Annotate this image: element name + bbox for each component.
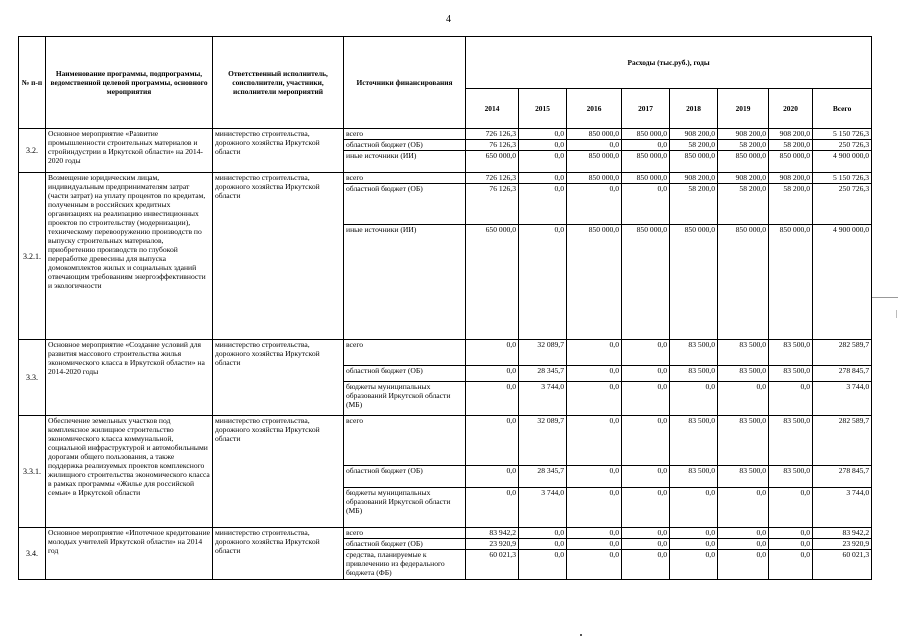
expense-value: 850 000,0 <box>622 173 670 184</box>
expense-value: 0,0 <box>519 173 567 184</box>
expense-value: 5 150 726,3 <box>813 129 872 140</box>
program-name: Возмещение юридическим лицам, индивидуальным предпринимателям затрат (части затрат) на уплату процентов по кредитам, полученным в российских кредитных организациях на реализацию инвестиционных проектов по строительству (модернизации), техническому перевооружению производств по выпуску строительных материалов, приобретению производств по глубокой переработке древесины для выпуска домокомплектов жилых и социальных зданий отвечающим требованиям энергоэффективности и экологичности <box>46 173 213 340</box>
header-num: № п-п <box>19 37 46 129</box>
header-year: 2015 <box>519 89 567 129</box>
expense-value: 58 200,0 <box>718 140 769 151</box>
table-row <box>19 340 872 366</box>
expense-value: 282 589,7 <box>813 416 872 466</box>
expense-value: 0,0 <box>567 550 622 580</box>
funding-source: бюджеты муниципальных образований Иркутской области (МБ) <box>344 382 466 416</box>
expense-value: 726 126,3 <box>466 173 519 184</box>
expense-value: 3 744,0 <box>519 488 567 528</box>
expense-value: 0,0 <box>769 382 813 416</box>
margin-mark <box>896 310 897 318</box>
expense-value: 0,0 <box>670 550 718 580</box>
margin-mark <box>872 297 898 298</box>
program-name: Основное мероприятие «Развитие промышленности строительных материалов и стройиндустрии в Иркутской области» на 2014-2020 годы <box>46 129 213 173</box>
expense-value: 0,0 <box>670 528 718 539</box>
expense-value: 83 500,0 <box>670 466 718 488</box>
expense-value: 0,0 <box>567 466 622 488</box>
expense-value: 850 000,0 <box>622 225 670 340</box>
row-number: 3.3. <box>19 340 46 416</box>
header-year: 2014 <box>466 89 519 129</box>
expense-value: 0,0 <box>718 528 769 539</box>
expense-value: 0,0 <box>769 528 813 539</box>
executor: министерство строительства, дорожного хозяйства Иркутской области <box>213 129 344 173</box>
expense-value: 3 744,0 <box>519 382 567 416</box>
expense-value: 83 500,0 <box>769 366 813 382</box>
header-year: 2016 <box>567 89 622 129</box>
header-year: Всего <box>813 89 872 129</box>
funding-source: областной бюджет (ОБ) <box>344 140 466 151</box>
expense-value: 83 500,0 <box>769 340 813 366</box>
funding-source: всего <box>344 340 466 366</box>
expense-value: 0,0 <box>466 488 519 528</box>
expense-value: 0,0 <box>622 366 670 382</box>
expense-value: 0,0 <box>670 488 718 528</box>
expense-value: 0,0 <box>567 416 622 466</box>
expense-value: 0,0 <box>519 528 567 539</box>
expense-value: 0,0 <box>567 382 622 416</box>
expense-value: 0,0 <box>622 550 670 580</box>
table-body <box>19 129 872 580</box>
expense-value: 850 000,0 <box>769 151 813 173</box>
expense-value: 58 200,0 <box>670 140 718 151</box>
expense-value: 58 200,0 <box>769 140 813 151</box>
expense-value: 60 021,3 <box>813 550 872 580</box>
expense-value: 58 200,0 <box>769 184 813 225</box>
header-expenses: Расходы (тыс.руб.), годы <box>466 37 872 89</box>
expense-value: 83 500,0 <box>718 366 769 382</box>
expense-value: 83 500,0 <box>769 416 813 466</box>
expense-value: 0,0 <box>466 416 519 466</box>
executor: министерство строительства, дорожного хозяйства Иркутской области <box>213 528 344 580</box>
expense-value: 850 000,0 <box>567 173 622 184</box>
funding-source: средства, планируемые к привлечению из федерального бюджета (ФБ) <box>344 550 466 580</box>
table-row <box>19 129 872 140</box>
expense-value: 83 500,0 <box>718 416 769 466</box>
executor: министерство строительства, дорожного хозяйства Иркутской области <box>213 340 344 416</box>
funding-source: областной бюджет (ОБ) <box>344 184 466 225</box>
expense-value: 83 500,0 <box>670 340 718 366</box>
expense-value: 83 942,2 <box>813 528 872 539</box>
expense-value: 5 150 726,3 <box>813 173 872 184</box>
expense-value: 0,0 <box>466 382 519 416</box>
expense-value: 908 200,0 <box>769 129 813 140</box>
expense-value: 0,0 <box>670 382 718 416</box>
expense-value: 4 900 000,0 <box>813 151 872 173</box>
expense-value: 0,0 <box>622 140 670 151</box>
page-number: 4 <box>446 14 451 25</box>
expense-value: 850 000,0 <box>670 225 718 340</box>
expense-value: 76 126,3 <box>466 140 519 151</box>
expense-value: 83 500,0 <box>718 466 769 488</box>
expense-value: 0,0 <box>622 528 670 539</box>
scan-dot <box>580 634 582 636</box>
expense-value: 0,0 <box>769 539 813 550</box>
expense-value: 23 920,9 <box>466 539 519 550</box>
header-year: 2017 <box>622 89 670 129</box>
header-year: 2020 <box>769 89 813 129</box>
header-exec: Ответственный исполнитель, соисполнители, участники, исполнители мероприятий <box>213 37 344 129</box>
expense-value: 0,0 <box>519 140 567 151</box>
expense-value: 0,0 <box>622 184 670 225</box>
expense-value: 250 726,3 <box>813 140 872 151</box>
expense-value: 650 000,0 <box>466 225 519 340</box>
expense-value: 850 000,0 <box>567 151 622 173</box>
expense-value: 83 500,0 <box>769 466 813 488</box>
program-name: Основное мероприятие «Создание условий для развития массового строительства жилья экономического класса в Иркутской области» на 2014-2020 годы <box>46 340 213 416</box>
expense-value: 0,0 <box>769 488 813 528</box>
expense-value: 83 500,0 <box>718 340 769 366</box>
expense-value: 0,0 <box>718 488 769 528</box>
expenses-table <box>18 36 872 580</box>
executor: министерство строительства, дорожного хозяйства Иркутской области <box>213 173 344 340</box>
program-name: Обеспечение земельных участков под комплексное жилищное строительство экономического класса коммунальной, социальной инфраструктурой и автомобильными дорогами общего пользования, а также поддержка реализуемых проектов комплексного жилищного строительства экономического класса в рамках программы «Жилье для российской семьи» в Иркутской области <box>46 416 213 528</box>
expense-value: 28 345,7 <box>519 466 567 488</box>
expense-value: 0,0 <box>670 539 718 550</box>
expense-value: 0,0 <box>622 416 670 466</box>
expense-value: 0,0 <box>519 151 567 173</box>
expense-value: 850 000,0 <box>622 151 670 173</box>
expense-value: 908 200,0 <box>670 129 718 140</box>
expense-value: 0,0 <box>519 225 567 340</box>
expense-value: 0,0 <box>466 340 519 366</box>
table-row <box>19 173 872 184</box>
table-header <box>19 37 872 129</box>
funding-source: бюджеты муниципальных образований Иркутской области (МБ) <box>344 488 466 528</box>
row-number: 3.2. <box>19 129 46 173</box>
expense-value: 0,0 <box>466 366 519 382</box>
expense-value: 0,0 <box>567 366 622 382</box>
expense-value: 0,0 <box>519 539 567 550</box>
expense-value: 3 744,0 <box>813 488 872 528</box>
expense-value: 58 200,0 <box>718 184 769 225</box>
funding-source: областной бюджет (ОБ) <box>344 539 466 550</box>
row-number: 3.4. <box>19 528 46 580</box>
expense-value: 0,0 <box>622 382 670 416</box>
expense-value: 0,0 <box>567 340 622 366</box>
expense-value: 0,0 <box>567 140 622 151</box>
row-number: 3.3.1. <box>19 416 46 528</box>
expense-value: 850 000,0 <box>567 225 622 340</box>
expense-value: 850 000,0 <box>718 225 769 340</box>
expense-value: 250 726,3 <box>813 184 872 225</box>
expense-value: 23 920,9 <box>813 539 872 550</box>
expense-value: 0,0 <box>567 539 622 550</box>
expense-value: 650 000,0 <box>466 151 519 173</box>
funding-source: иные источники (ИИ) <box>344 225 466 340</box>
header-year: 2019 <box>718 89 769 129</box>
expense-value: 908 200,0 <box>718 129 769 140</box>
expense-value: 0,0 <box>567 528 622 539</box>
expense-value: 32 089,7 <box>519 416 567 466</box>
expense-value: 0,0 <box>567 184 622 225</box>
expense-value: 0,0 <box>519 129 567 140</box>
expense-value: 0,0 <box>718 550 769 580</box>
expense-value: 0,0 <box>622 340 670 366</box>
expense-value: 850 000,0 <box>622 129 670 140</box>
expense-value: 0,0 <box>769 550 813 580</box>
header-name: Наименование программы, подпрограммы, ведомственной целевой программы, основного мероприятия <box>46 37 213 129</box>
expense-value: 60 021,3 <box>466 550 519 580</box>
expense-value: 0,0 <box>622 466 670 488</box>
expense-value: 278 845,7 <box>813 366 872 382</box>
expense-value: 0,0 <box>718 382 769 416</box>
expense-value: 58 200,0 <box>670 184 718 225</box>
expense-value: 76 126,3 <box>466 184 519 225</box>
expense-value: 908 200,0 <box>670 173 718 184</box>
expense-value: 850 000,0 <box>769 225 813 340</box>
expense-value: 850 000,0 <box>567 129 622 140</box>
table-row <box>19 416 872 466</box>
expense-value: 278 845,7 <box>813 466 872 488</box>
row-number: 3.2.1. <box>19 173 46 340</box>
table-row <box>19 528 872 539</box>
expense-value: 908 200,0 <box>718 173 769 184</box>
funding-source: всего <box>344 129 466 140</box>
funding-source: областной бюджет (ОБ) <box>344 466 466 488</box>
funding-source: областной бюджет (ОБ) <box>344 366 466 382</box>
program-name: Основное мероприятие «Ипотечное кредитование молодых учителей Иркутской области» на 2014 год <box>46 528 213 580</box>
expense-value: 850 000,0 <box>718 151 769 173</box>
expense-value: 83 942,2 <box>466 528 519 539</box>
funding-source: всего <box>344 416 466 466</box>
expense-value: 0,0 <box>622 488 670 528</box>
header-source: Источники финансирования <box>344 37 466 129</box>
expense-value: 0,0 <box>718 539 769 550</box>
expense-value: 0,0 <box>519 550 567 580</box>
expense-value: 0,0 <box>622 539 670 550</box>
expense-value: 3 744,0 <box>813 382 872 416</box>
expense-value: 28 345,7 <box>519 366 567 382</box>
expense-value: 282 589,7 <box>813 340 872 366</box>
funding-source: иные источники (ИИ) <box>344 151 466 173</box>
funding-source: всего <box>344 173 466 184</box>
funding-source: всего <box>344 528 466 539</box>
expense-value: 0,0 <box>567 488 622 528</box>
expense-value: 32 089,7 <box>519 340 567 366</box>
expense-value: 83 500,0 <box>670 416 718 466</box>
expense-value: 83 500,0 <box>670 366 718 382</box>
expense-value: 0,0 <box>519 184 567 225</box>
executor: министерство строительства, дорожного хозяйства Иркутской области <box>213 416 344 528</box>
expense-value: 908 200,0 <box>769 173 813 184</box>
expense-value: 850 000,0 <box>670 151 718 173</box>
header-year: 2018 <box>670 89 718 129</box>
expense-value: 726 126,3 <box>466 129 519 140</box>
expense-value: 0,0 <box>466 466 519 488</box>
expense-value: 4 900 000,0 <box>813 225 872 340</box>
